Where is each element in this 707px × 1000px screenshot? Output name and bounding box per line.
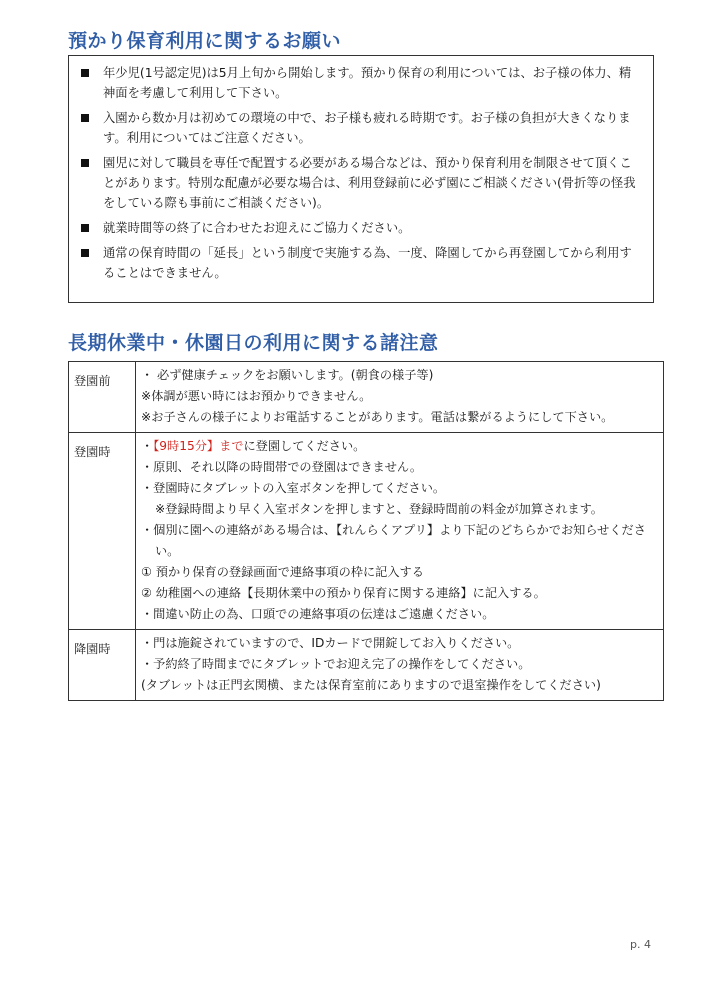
table-row — [69, 362, 664, 433]
page-number: p. 4 — [630, 938, 651, 951]
row-label-departure: 降園時 — [69, 630, 136, 701]
requests-box — [68, 55, 654, 303]
arrival-deadline: 【9時15分】まで — [153, 439, 244, 453]
row-content: ・ 必ず健康チェックをお願いします。(朝食の様子等) ※体調が悪い時にはお預かりできません。 ※お子さんの様子によりお電話することがあります。電話は繋がるようにして下さい。 — [136, 362, 664, 433]
section-title-childcare-requests: 預かり保育利用に関するお願い — [68, 30, 342, 52]
list-item: 就業時間等の終了に合わせたお迎えにご協力ください。 — [79, 218, 643, 238]
list-item: 通常の保育時間の「延長」という制度で実施する為、一度、降園してから再登園してから利用することはできません。 — [79, 243, 643, 283]
notes-table — [68, 361, 664, 701]
square-bullet-icon — [81, 224, 89, 232]
square-bullet-icon — [81, 159, 89, 167]
table-row — [69, 433, 664, 630]
list-item: 入園から数か月は初めての環境の中で、お子様も疲れる時期です。お子様の負担が大きくなります。利用についてはご注意ください。 — [79, 108, 643, 148]
square-bullet-icon — [81, 114, 89, 122]
list-item: 年少児(1号認定児)は5月上旬から開始します。預かり保育の利用については、お子様の体力、精神面を考慮して利用して下さい。 — [79, 63, 643, 103]
row-content: ・【9時15分】までに登園してください。 ・原則、それ以降の時間帯での登園はできません。 ・登園時にタブレットの入室ボタンを押してください。 ※登録時間より早く入室ボタンを押しますと、登録時間前の料金が加算されます。 ・個別に園への連絡がある場合は、【れんらくアプリ】より下記のどちらかでお知らせください。 ① 預かり保育の登録画面で連絡事項の枠に記入する ② 幼稚園への連絡【長期休業中の預かり保育に関する連絡】に記入する。 ・間違い防止の為、口頭での連絡事項の伝達はご遠慮ください。 — [136, 433, 664, 630]
row-content: ・門は施錠されていますので、IDカードで開錠してお入りください。 ・予約終了時間までにタブレットでお迎え完了の操作をしてください。 (タブレットは正門玄関横、または保育室前にありますので退室操作をしてください) — [136, 630, 664, 701]
square-bullet-icon — [81, 249, 89, 257]
section-title-long-holiday-notes: 長期休業中・休園日の利用に関する諸注意 — [68, 332, 439, 354]
square-bullet-icon — [81, 69, 89, 77]
list-item: 園児に対して職員を専任で配置する必要がある場合などは、預かり保育利用を制限させて頂くことがあります。特別な配慮が必要な場合は、利用登録前に必ず園にご相談ください(骨折等の怪我をしている際も事前にご相談ください)。 — [79, 153, 643, 213]
table-row — [69, 630, 664, 701]
row-label-arrival: 登園時 — [69, 433, 136, 630]
requests-list — [69, 56, 653, 283]
row-label-before-arrival: 登園前 — [69, 362, 136, 433]
